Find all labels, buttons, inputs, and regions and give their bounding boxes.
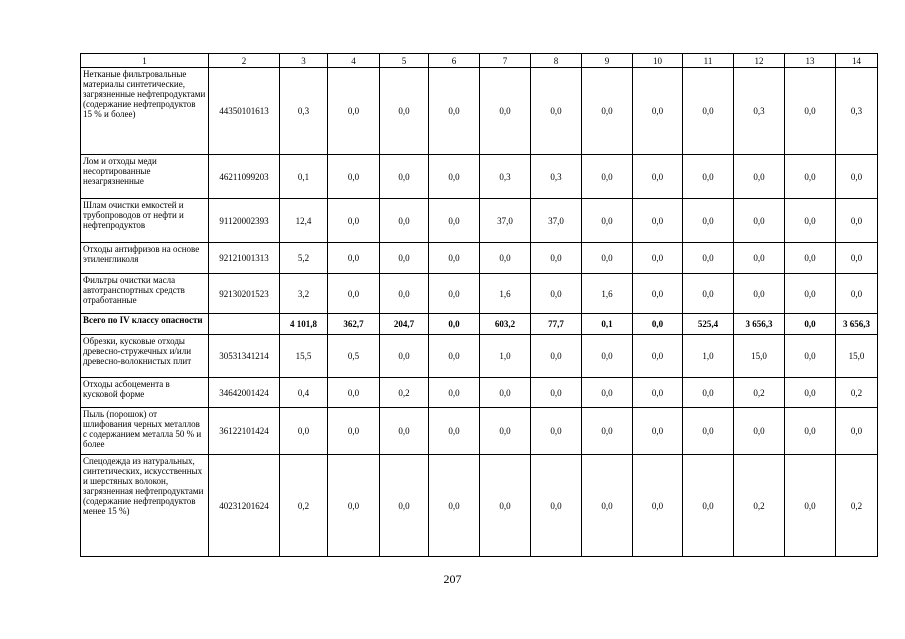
- column-number: 3: [280, 54, 328, 68]
- value-cell: 0,0: [683, 155, 734, 199]
- value-cell: 0,2: [380, 378, 429, 408]
- waste-code-cell: [209, 314, 280, 335]
- value-cell: 0,0: [328, 243, 380, 274]
- value-cell: 0,0: [785, 314, 836, 335]
- value-cell: 0,0: [429, 455, 480, 557]
- value-cell: 0,0: [480, 378, 531, 408]
- value-cell: 0,0: [734, 243, 785, 274]
- value-cell: 0,0: [328, 408, 380, 455]
- value-cell: 0,0: [785, 408, 836, 455]
- value-cell: 0,0: [785, 243, 836, 274]
- value-cell: 0,0: [633, 68, 683, 155]
- value-cell: 0,0: [480, 408, 531, 455]
- value-cell: 0,0: [734, 155, 785, 199]
- value-cell: 0,0: [429, 378, 480, 408]
- value-cell: 0,0: [582, 199, 633, 243]
- value-cell: 0,0: [633, 274, 683, 314]
- table-row: [81, 274, 878, 314]
- value-cell: 0,0: [531, 68, 582, 155]
- value-cell: 0,0: [380, 155, 429, 199]
- value-cell: 0,0: [582, 455, 633, 557]
- waste-name-cell: Отходы антифризов на основе этиленгликоля: [81, 243, 209, 274]
- value-cell: 0,0: [582, 155, 633, 199]
- value-cell: 0,0: [633, 335, 683, 378]
- waste-code-cell: 36122101424: [209, 408, 280, 455]
- value-cell: 0,0: [380, 199, 429, 243]
- value-cell: 3 656,3: [734, 314, 785, 335]
- column-number: 4: [328, 54, 380, 68]
- value-cell: 0,0: [531, 274, 582, 314]
- value-cell: 0,0: [582, 68, 633, 155]
- value-cell: 0,0: [429, 243, 480, 274]
- value-cell: 0,0: [380, 243, 429, 274]
- value-cell: 15,0: [836, 335, 878, 378]
- value-cell: 0,4: [280, 378, 328, 408]
- column-number: 6: [429, 54, 480, 68]
- waste-name-cell: Всего по IV классу опасности: [81, 314, 209, 335]
- column-number: 7: [480, 54, 531, 68]
- value-cell: 0,0: [683, 243, 734, 274]
- column-number: 13: [785, 54, 836, 68]
- value-cell: 362,7: [328, 314, 380, 335]
- value-cell: 37,0: [480, 199, 531, 243]
- value-cell: 0,0: [734, 199, 785, 243]
- table-row: [81, 243, 878, 274]
- value-cell: 0,0: [328, 378, 380, 408]
- value-cell: 0,0: [785, 274, 836, 314]
- value-cell: 0,0: [785, 335, 836, 378]
- value-cell: 0,0: [328, 274, 380, 314]
- waste-code-cell: 46211099203: [209, 155, 280, 199]
- value-cell: 0,0: [836, 155, 878, 199]
- waste-name-cell: Пыль (порошок) от шлифования черных металлов с содержанием металла 50 % и более: [81, 408, 209, 455]
- value-cell: 0,2: [734, 378, 785, 408]
- value-cell: 0,0: [836, 199, 878, 243]
- value-cell: 0,0: [785, 378, 836, 408]
- column-number: 9: [582, 54, 633, 68]
- value-cell: 0,0: [683, 378, 734, 408]
- value-cell: 0,0: [429, 199, 480, 243]
- column-number: 14: [836, 54, 878, 68]
- value-cell: 0,2: [836, 378, 878, 408]
- table-row: [81, 335, 878, 378]
- value-cell: 0,0: [380, 408, 429, 455]
- column-number: 11: [683, 54, 734, 68]
- value-cell: 0,0: [328, 155, 380, 199]
- value-cell: 0,0: [380, 68, 429, 155]
- column-number: 10: [633, 54, 683, 68]
- value-cell: 1,6: [480, 274, 531, 314]
- value-cell: 12,4: [280, 199, 328, 243]
- table-row: [81, 455, 878, 557]
- value-cell: 0,0: [429, 408, 480, 455]
- value-cell: 0,0: [633, 455, 683, 557]
- value-cell: 0,0: [531, 378, 582, 408]
- value-cell: 0,0: [380, 455, 429, 557]
- waste-code-cell: 40231201624: [209, 455, 280, 557]
- value-cell: 0,3: [531, 155, 582, 199]
- value-cell: 0,0: [633, 378, 683, 408]
- waste-name-cell: Обрезки, кусковые отходы древесно-стружечных и/или древесно-волокнистых плит: [81, 335, 209, 378]
- waste-code-cell: 30531341214: [209, 335, 280, 378]
- value-cell: 0,0: [683, 455, 734, 557]
- value-cell: 0,0: [785, 455, 836, 557]
- value-cell: 0,0: [633, 199, 683, 243]
- value-cell: 525,4: [683, 314, 734, 335]
- value-cell: 3 656,3: [836, 314, 878, 335]
- value-cell: 0,0: [328, 199, 380, 243]
- table-row: [81, 68, 878, 155]
- value-cell: 0,0: [785, 68, 836, 155]
- value-cell: 0,0: [531, 243, 582, 274]
- value-cell: 0,0: [683, 274, 734, 314]
- value-cell: 0,0: [582, 408, 633, 455]
- value-cell: 0,0: [531, 335, 582, 378]
- column-number: 2: [209, 54, 280, 68]
- value-cell: 0,0: [429, 68, 480, 155]
- value-cell: 1,0: [480, 335, 531, 378]
- waste-name-cell: Спецодежда из натуральных, синтетических, искусственных и шерстяных волокон, загрязненная нефтепродуктами (содержание нефтепродуктов менее 15 %): [81, 455, 209, 557]
- value-cell: 15,5: [280, 335, 328, 378]
- value-cell: 0,3: [734, 68, 785, 155]
- value-cell: 0,0: [734, 274, 785, 314]
- value-cell: 0,0: [582, 378, 633, 408]
- value-cell: 0,0: [531, 455, 582, 557]
- value-cell: 37,0: [531, 199, 582, 243]
- column-number: 5: [380, 54, 429, 68]
- value-cell: 0,0: [836, 408, 878, 455]
- waste-name-cell: Нетканые фильтровальные материалы синтетические, загрязненные нефтепродуктами (содержание нефтепродуктов 15 % и более): [81, 68, 209, 155]
- waste-name-cell: Лом и отходы меди несортированные незагрязненные: [81, 155, 209, 199]
- value-cell: 1,6: [582, 274, 633, 314]
- value-cell: 0,0: [582, 243, 633, 274]
- value-cell: 0,0: [633, 408, 683, 455]
- value-cell: 0,0: [633, 155, 683, 199]
- value-cell: 0,0: [380, 274, 429, 314]
- value-cell: 0,0: [683, 199, 734, 243]
- value-cell: 204,7: [380, 314, 429, 335]
- value-cell: 0,0: [836, 243, 878, 274]
- page-number: 207: [443, 572, 462, 586]
- value-cell: 0,2: [734, 455, 785, 557]
- value-cell: 1,0: [683, 335, 734, 378]
- value-cell: 0,0: [328, 455, 380, 557]
- value-cell: 0,0: [480, 68, 531, 155]
- table-row: [81, 199, 878, 243]
- value-cell: 0,0: [531, 408, 582, 455]
- column-number: 8: [531, 54, 582, 68]
- table-row: [81, 155, 878, 199]
- waste-name-cell: Шлам очистки емкостей и трубопроводов от нефти и нефтепродуктов: [81, 199, 209, 243]
- value-cell: 0,0: [429, 314, 480, 335]
- value-cell: 603,2: [480, 314, 531, 335]
- value-cell: 0,5: [328, 335, 380, 378]
- table-row: [81, 408, 878, 455]
- table-body: [81, 54, 878, 557]
- value-cell: 0,0: [380, 335, 429, 378]
- value-cell: 0,2: [280, 455, 328, 557]
- value-cell: 0,0: [633, 243, 683, 274]
- value-cell: 0,1: [280, 155, 328, 199]
- value-cell: 0,0: [836, 274, 878, 314]
- value-cell: 0,3: [480, 155, 531, 199]
- table-total-row: [81, 314, 878, 335]
- waste-code-cell: 44350101613: [209, 68, 280, 155]
- waste-code-cell: 92130201523: [209, 274, 280, 314]
- waste-code-cell: 34642001424: [209, 378, 280, 408]
- waste-code-cell: 91120002393: [209, 199, 280, 243]
- waste-table: [80, 53, 878, 557]
- column-number: 1: [81, 54, 209, 68]
- value-cell: 0,0: [480, 455, 531, 557]
- waste-code-cell: 92121001313: [209, 243, 280, 274]
- value-cell: 0,0: [429, 155, 480, 199]
- value-cell: 0,0: [785, 199, 836, 243]
- value-cell: 0,0: [734, 408, 785, 455]
- value-cell: 0,0: [683, 68, 734, 155]
- value-cell: 0,1: [582, 314, 633, 335]
- value-cell: 77,7: [531, 314, 582, 335]
- value-cell: 0,0: [328, 68, 380, 155]
- value-cell: 0,0: [429, 335, 480, 378]
- column-number-row: [81, 54, 878, 68]
- value-cell: 5,2: [280, 243, 328, 274]
- value-cell: 0,0: [582, 335, 633, 378]
- value-cell: 0,0: [785, 155, 836, 199]
- value-cell: 0,3: [280, 68, 328, 155]
- table-row: [81, 378, 878, 408]
- value-cell: 15,0: [734, 335, 785, 378]
- value-cell: 3,2: [280, 274, 328, 314]
- waste-name-cell: Фильтры очистки масла автотранспортных средств отработанные: [81, 274, 209, 314]
- waste-name-cell: Отходы асбоцемента в кусковой форме: [81, 378, 209, 408]
- value-cell: 0,0: [480, 243, 531, 274]
- value-cell: 0,0: [280, 408, 328, 455]
- value-cell: 0,0: [633, 314, 683, 335]
- value-cell: 0,0: [683, 408, 734, 455]
- value-cell: 0,3: [836, 68, 878, 155]
- value-cell: 0,2: [836, 455, 878, 557]
- column-number: 12: [734, 54, 785, 68]
- value-cell: 0,0: [429, 274, 480, 314]
- value-cell: 4 101,8: [280, 314, 328, 335]
